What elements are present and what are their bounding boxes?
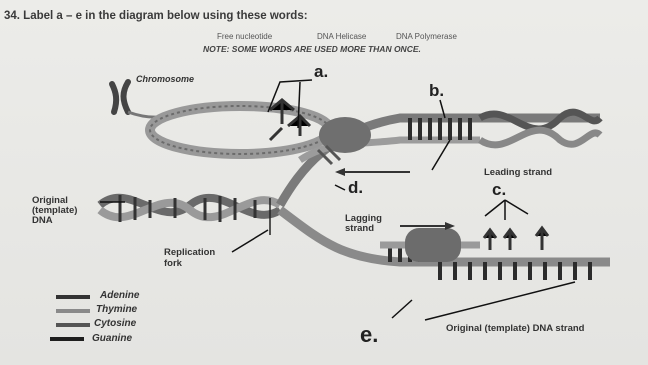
legend-thymine: Thymine — [96, 304, 138, 315]
lagging-strand-region — [280, 168, 610, 280]
original-template-label: Original (template) DNA — [32, 195, 78, 226]
parent-dna-helix — [100, 195, 280, 222]
free-nucleotides-top — [270, 100, 310, 140]
legend-cytosine: Cytosine — [94, 318, 137, 329]
word-free-nucleotide: Free nucleotide — [217, 32, 273, 41]
question-text: 34. Label a – e in the diagram below using these words: — [4, 10, 308, 22]
chromosome-label: Chromosome — [136, 74, 195, 84]
word-dna-polymerase: DNA Polymerase — [396, 32, 457, 41]
legend-swatch-cytosine — [56, 323, 90, 327]
polymerase-blob-lagging — [405, 228, 461, 262]
legend-swatch-adenine — [56, 295, 90, 299]
legend-swatch-guanine — [50, 337, 84, 341]
answer-slot-b: b. — [429, 81, 445, 100]
replication-fork-label: Replication fork — [164, 247, 216, 269]
original-strand-bottom-label: Original (template) DNA strand — [446, 323, 585, 334]
legend-adenine: Adenine — [100, 290, 140, 301]
answer-slot-c: c. — [492, 180, 507, 199]
word-dna-helicase: DNA Helicase — [317, 32, 367, 41]
free-nucleotides-c — [484, 228, 548, 250]
answer-slot-a: a. — [314, 62, 329, 81]
chromosome-icon — [112, 82, 128, 112]
legend-guanine: Guanine — [92, 333, 133, 344]
legend-swatches — [50, 295, 90, 341]
answer-slot-e: e. — [360, 322, 379, 347]
legend-swatch-thymine — [56, 309, 90, 313]
lagging-strand-label: Lagging strand — [345, 213, 382, 234]
leading-strand-label: Leading strand — [484, 167, 553, 178]
note-text: NOTE: SOME WORDS ARE USED MORE THAN ONCE. — [203, 44, 421, 54]
answer-slot-d: d. — [348, 178, 364, 197]
